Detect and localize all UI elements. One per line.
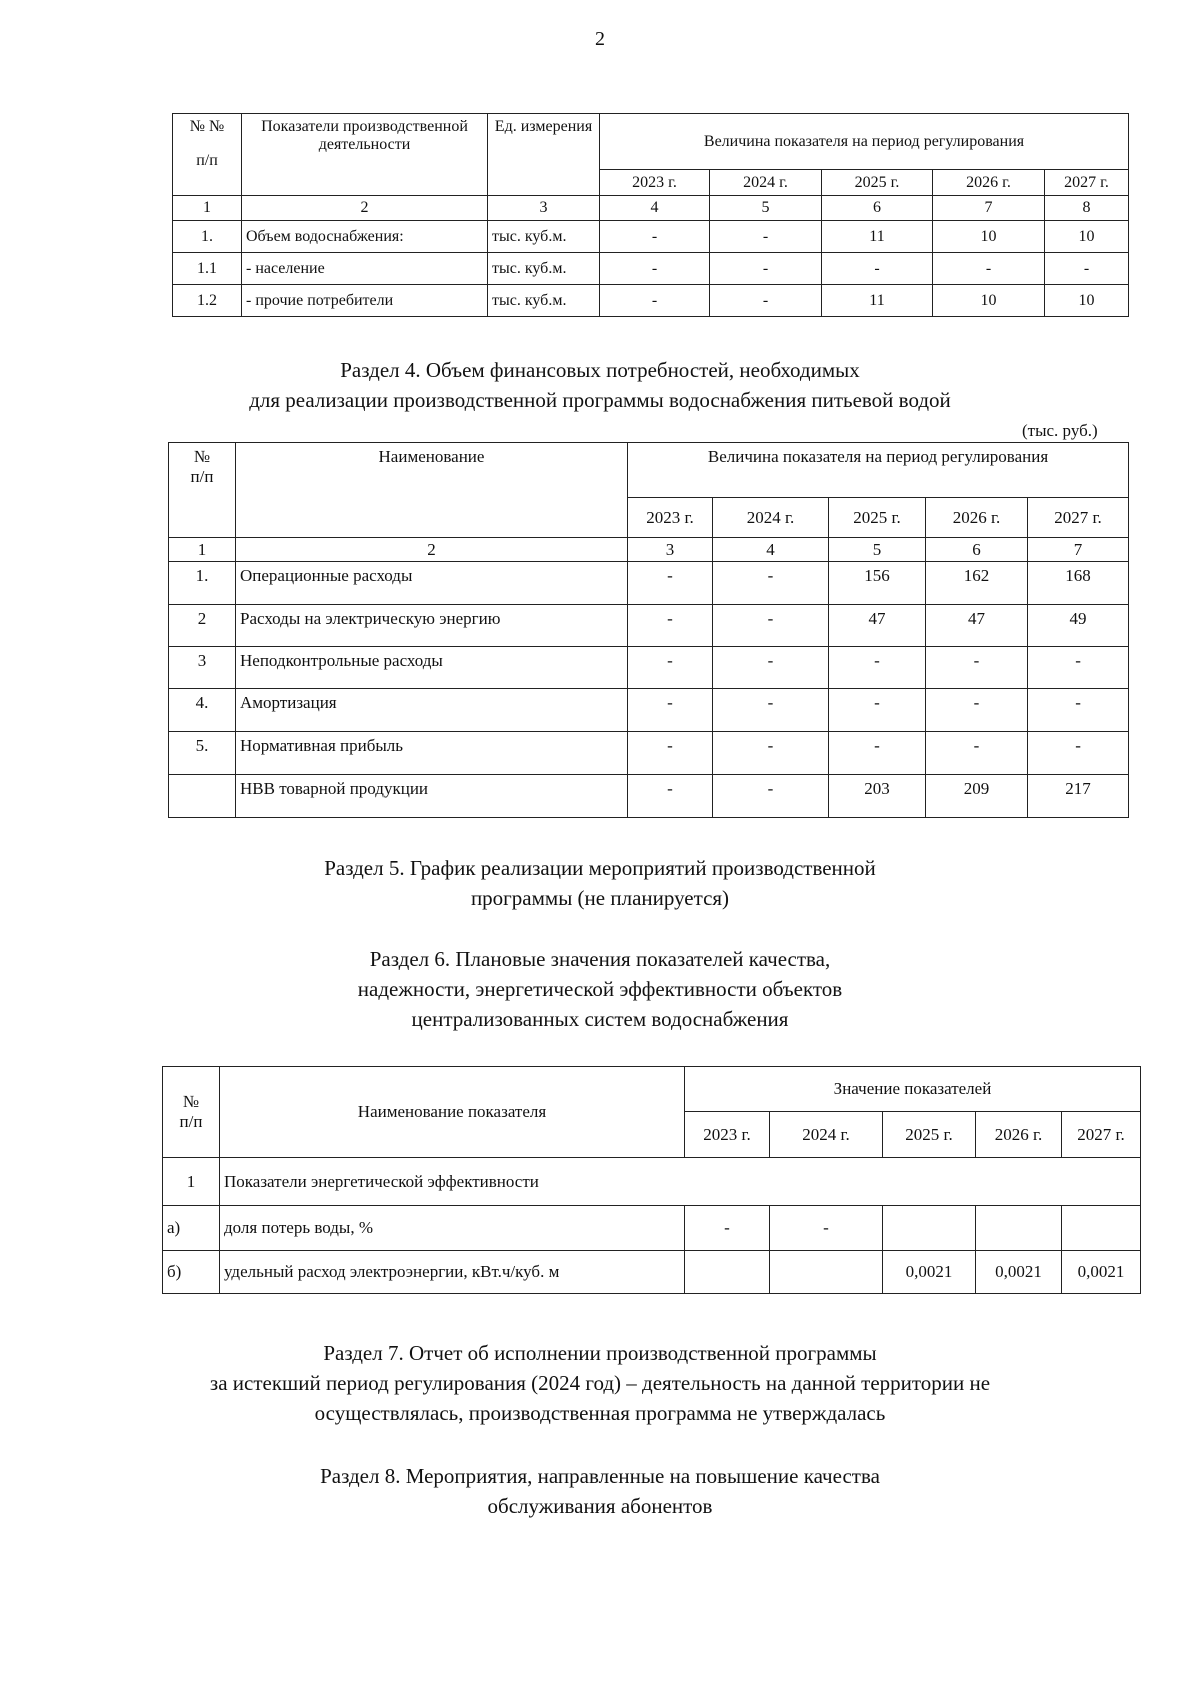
section-8-title-line: обслуживания абонентов (487, 1494, 713, 1518)
header-year: 2026 г. (926, 498, 1028, 538)
section-6-heading (0, 944, 1200, 1034)
group-name: Показатели энергетической эффективности (220, 1158, 1141, 1206)
header-values: Значение показателей (685, 1067, 1141, 1112)
index-row (173, 196, 1129, 221)
row-num: б) (163, 1251, 220, 1294)
row-num: 1. (173, 221, 242, 253)
row-value: - (713, 732, 829, 775)
row-value: - (1028, 732, 1129, 775)
row-value: - (713, 689, 829, 732)
row-name: Расходы на электрическую энергию (236, 605, 628, 647)
row-value: - (713, 562, 829, 605)
row-name: Неподконтрольные расходы (236, 647, 628, 689)
quality-indicators-table (162, 1066, 1141, 1294)
index-cell: 7 (1028, 538, 1129, 562)
header-year: 2027 г. (1028, 498, 1129, 538)
row-value (976, 1206, 1062, 1251)
row-value: 168 (1028, 562, 1129, 605)
row-num: 1 (163, 1158, 220, 1206)
section-4-heading (0, 355, 1200, 415)
table-row (173, 253, 1129, 285)
header-num: № п/п (163, 1067, 220, 1158)
row-value: 47 (926, 605, 1028, 647)
row-value: - (628, 605, 713, 647)
row-name: доля потерь воды, % (220, 1206, 685, 1251)
row-num: 5. (169, 732, 236, 775)
row-value: - (829, 647, 926, 689)
row-value: - (713, 775, 829, 818)
row-value: 0,0021 (976, 1251, 1062, 1294)
row-value: - (710, 285, 822, 317)
row-num: 4. (169, 689, 236, 732)
header-unit: Ед. измерения (488, 114, 600, 196)
row-value: - (710, 253, 822, 285)
header-indicator: Показатели производственной деятельности (242, 114, 488, 196)
row-value: - (600, 253, 710, 285)
row-value: 11 (822, 285, 933, 317)
row-unit: тыс. куб.м. (488, 253, 600, 285)
index-cell: 7 (933, 196, 1045, 221)
row-value: 10 (1045, 285, 1129, 317)
row-value: - (933, 253, 1045, 285)
header-year: 2027 г. (1045, 170, 1129, 196)
row-name: удельный расход электроэнергии, кВт.ч/куб. м (220, 1251, 685, 1294)
row-value: - (926, 647, 1028, 689)
row-value: - (628, 732, 713, 775)
header-name: Наименование показателя (220, 1067, 685, 1158)
row-num (169, 775, 236, 818)
row-value: - (713, 647, 829, 689)
section-7-title-line: осуществлялась, производственная программа не утверждалась (314, 1401, 886, 1425)
index-cell: 6 (822, 196, 933, 221)
row-num: а) (163, 1206, 220, 1251)
row-value: - (829, 689, 926, 732)
header-num: № № п/п (173, 114, 242, 196)
row-name: - прочие потребители (242, 285, 488, 317)
row-value: - (1028, 689, 1129, 732)
index-cell: 4 (713, 538, 829, 562)
row-num: 1.1 (173, 253, 242, 285)
index-cell: 2 (242, 196, 488, 221)
section-4-title-line: для реализации производственной программы водоснабжения питьевой водой (249, 388, 951, 412)
row-value: - (600, 221, 710, 253)
page-number: 2 (595, 28, 605, 50)
row-value: 10 (933, 221, 1045, 253)
header-year: 2023 г. (685, 1112, 770, 1158)
header-year: 2026 г. (976, 1112, 1062, 1158)
header-year: 2025 г. (883, 1112, 976, 1158)
row-value: - (770, 1206, 883, 1251)
index-cell: 5 (829, 538, 926, 562)
header-year: 2025 г. (829, 498, 926, 538)
header-year: 2023 г. (600, 170, 710, 196)
row-value: - (1028, 647, 1129, 689)
header-year: 2024 г. (713, 498, 829, 538)
section-5-title-line: программы (не планируется) (470, 886, 730, 910)
row-value: 0,0021 (883, 1251, 976, 1294)
section-6-title-line: централизованных систем водоснабжения (411, 1007, 789, 1031)
row-value: - (628, 562, 713, 605)
header-period: Величина показателя на период регулирования (600, 114, 1129, 170)
table-row (169, 647, 1129, 689)
row-value (883, 1206, 976, 1251)
index-cell: 5 (710, 196, 822, 221)
row-name: НВВ товарной продукции (236, 775, 628, 818)
table-row (169, 562, 1129, 605)
row-value (770, 1251, 883, 1294)
index-cell: 4 (600, 196, 710, 221)
row-value: 11 (822, 221, 933, 253)
row-value: - (926, 732, 1028, 775)
section-6-title-line: надежности, энергетической эффективности объектов (357, 977, 843, 1001)
section-7-heading (0, 1338, 1200, 1428)
row-value: - (628, 775, 713, 818)
row-value: 217 (1028, 775, 1129, 818)
row-name: Нормативная прибыль (236, 732, 628, 775)
table-row (169, 732, 1129, 775)
row-name: - население (242, 253, 488, 285)
row-value: 203 (829, 775, 926, 818)
row-name: Объем водоснабжения: (242, 221, 488, 253)
row-value: - (829, 732, 926, 775)
row-value: 10 (933, 285, 1045, 317)
row-num: 3 (169, 647, 236, 689)
table-row (173, 285, 1129, 317)
row-value: - (926, 689, 1028, 732)
index-cell: 1 (169, 538, 236, 562)
section-6-title-line: Раздел 6. Плановые значения показателей качества, (369, 947, 831, 971)
index-cell: 3 (488, 196, 600, 221)
section-5-heading (0, 853, 1200, 913)
section-8-title-line: Раздел 8. Мероприятия, направленные на повышение качества (320, 1464, 880, 1488)
row-value: - (713, 605, 829, 647)
row-num: 1. (169, 562, 236, 605)
table-row (163, 1251, 1141, 1294)
index-cell: 8 (1045, 196, 1129, 221)
header-name: Наименование (236, 443, 628, 538)
table-row (173, 221, 1129, 253)
row-value: 156 (829, 562, 926, 605)
table-row (169, 775, 1129, 818)
row-value: 49 (1028, 605, 1129, 647)
header-num: № п/п (169, 443, 236, 538)
row-value: - (600, 285, 710, 317)
index-cell: 1 (173, 196, 242, 221)
index-cell: 2 (236, 538, 628, 562)
row-name: Операционные расходы (236, 562, 628, 605)
section-8-heading (0, 1461, 1200, 1521)
row-num: 1.2 (173, 285, 242, 317)
index-row (169, 538, 1129, 562)
unit-note: (тыс. руб.) (1022, 421, 1098, 440)
row-value: - (710, 221, 822, 253)
production-indicators-table (172, 113, 1129, 317)
header-year: 2026 г. (933, 170, 1045, 196)
header-period: Величина показателя на период регулирования (628, 443, 1129, 498)
section-7-title-line: за истекший период регулирования (2024 год) – деятельность на данной территории не (209, 1371, 991, 1395)
table-row (163, 1206, 1141, 1251)
row-value: - (1045, 253, 1129, 285)
header-year: 2025 г. (822, 170, 933, 196)
row-value: - (822, 253, 933, 285)
row-value: 10 (1045, 221, 1129, 253)
row-value: 209 (926, 775, 1028, 818)
row-value (685, 1251, 770, 1294)
row-unit: тыс. куб.м. (488, 221, 600, 253)
section-4-title-line: Раздел 4. Объем финансовых потребностей, необходимых (340, 358, 860, 382)
header-year: 2023 г. (628, 498, 713, 538)
row-value (1062, 1206, 1141, 1251)
financial-needs-table (168, 442, 1129, 818)
row-num: 2 (169, 605, 236, 647)
section-7-title-line: Раздел 7. Отчет об исполнении производственной программы (323, 1341, 877, 1365)
row-value: 0,0021 (1062, 1251, 1141, 1294)
row-value: 162 (926, 562, 1028, 605)
row-value: - (628, 647, 713, 689)
header-year: 2024 г. (710, 170, 822, 196)
row-value: - (628, 689, 713, 732)
section-5-title-line: Раздел 5. График реализации мероприятий производственной (324, 856, 876, 880)
index-cell: 6 (926, 538, 1028, 562)
row-unit: тыс. куб.м. (488, 285, 600, 317)
row-value: 47 (829, 605, 926, 647)
row-value: - (685, 1206, 770, 1251)
table-row (169, 689, 1129, 732)
group-row (163, 1158, 1141, 1206)
header-year: 2024 г. (770, 1112, 883, 1158)
row-name: Амортизация (236, 689, 628, 732)
header-year: 2027 г. (1062, 1112, 1141, 1158)
table-row (169, 605, 1129, 647)
index-cell: 3 (628, 538, 713, 562)
